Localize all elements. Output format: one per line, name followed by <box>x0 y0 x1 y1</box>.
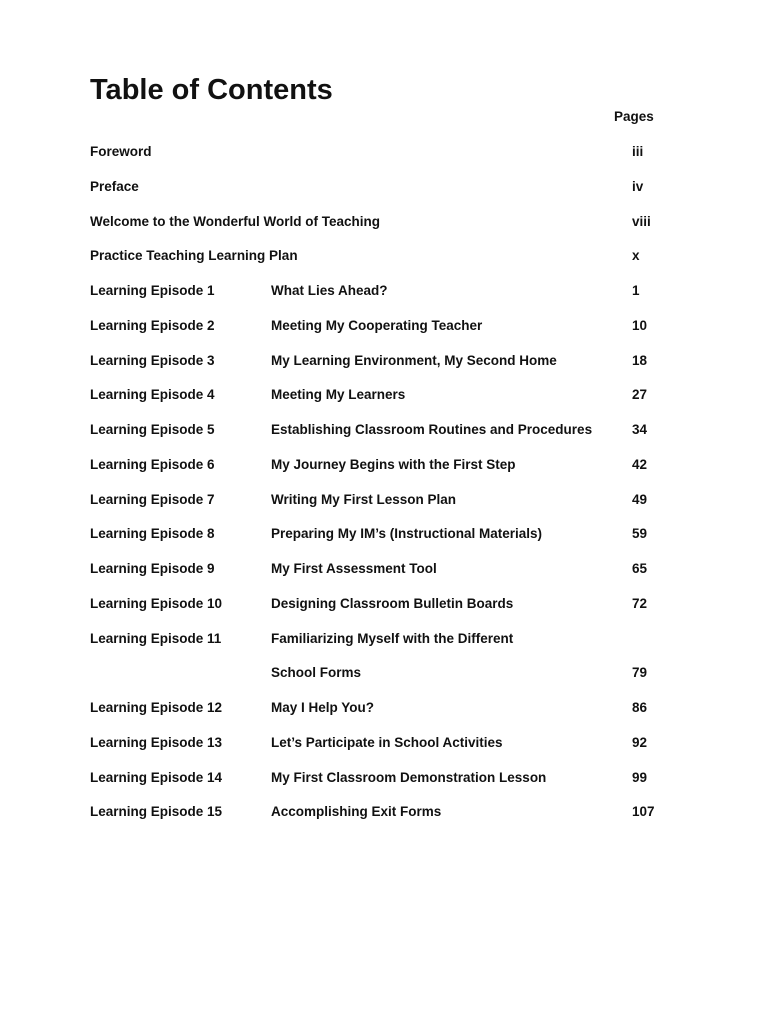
toc-entry-label: Foreword <box>90 144 152 159</box>
toc-entry-title: Writing My First Lesson Plan <box>271 491 457 507</box>
toc-entry-label: Learning Episode 1 <box>90 283 215 298</box>
toc-entry-page: x <box>632 248 640 264</box>
page-title: Table of Contents <box>90 74 333 106</box>
toc-entry-page: 27 <box>632 387 648 403</box>
toc-entry-title: Establishing Classroom Routines and Procedures <box>271 422 593 437</box>
toc-entry-title: Meeting My Cooperating Teacher <box>271 317 483 333</box>
toc-entry-label: Practice Teaching Learning Plan <box>90 248 298 264</box>
toc-entry-label: Learning Episode 5 <box>90 422 215 437</box>
toc-entry-label: Welcome to the Wonderful World of Teaching <box>90 213 381 229</box>
toc-entry-title: Familiarizing Myself with the Different <box>271 630 514 646</box>
toc-entry <box>90 699 690 734</box>
toc-entry-title: My First Classroom Demonstration Lesson <box>271 769 547 785</box>
toc-entry <box>90 595 690 630</box>
toc-entry-title: Meeting My Learners <box>271 387 406 403</box>
toc-entry-page: 18 <box>632 352 648 368</box>
toc-entry-title: Preparing My IM’s (Instructional Materials) <box>271 526 543 542</box>
toc-entry <box>90 143 690 178</box>
toc-entry <box>90 282 690 317</box>
toc-entry-label: Preface <box>90 178 139 194</box>
toc-entry <box>90 734 690 769</box>
toc-entry-title: My Journey Begins with the First Step <box>271 456 516 472</box>
toc-entry-label: Learning Episode 10 <box>90 595 223 611</box>
toc-entry-title: What Lies Ahead? <box>271 283 388 298</box>
toc-entry-page: 79 <box>632 665 648 681</box>
toc-entry-label: Learning Episode 6 <box>90 456 215 472</box>
toc-entry-title: Let’s Participate in School Activities <box>271 734 503 750</box>
toc-entry-title: Designing Classroom Bulletin Boards <box>271 595 514 611</box>
toc-entry-label: Learning Episode 13 <box>90 734 223 750</box>
toc-entry-label: Learning Episode 15 <box>90 804 223 820</box>
toc-entry-label: Learning Episode 8 <box>90 526 215 542</box>
toc-entry <box>90 803 690 838</box>
pages-column-header: Pages <box>614 109 654 124</box>
toc-entry-label: Learning Episode 2 <box>90 317 215 333</box>
toc-entry-page: 72 <box>632 595 648 611</box>
toc-entry-continuation <box>90 664 690 699</box>
toc-entry-page: 107 <box>632 804 655 820</box>
toc-entry <box>90 630 690 665</box>
toc-entry-page: 42 <box>632 456 648 472</box>
toc-entry <box>90 352 690 387</box>
toc-entry-title: Accomplishing Exit Forms <box>271 804 442 820</box>
toc-entry-title: My First Assessment Tool <box>271 561 437 576</box>
toc-entry <box>90 491 690 526</box>
toc-entry-label: Learning Episode 3 <box>90 352 215 368</box>
toc-entry <box>90 213 690 248</box>
toc-entry <box>90 769 690 804</box>
toc-entry-page: 10 <box>632 317 648 333</box>
toc-entry-title: My Learning Environment, My Second Home <box>271 352 557 368</box>
toc-entry-label: Learning Episode 11 <box>90 630 222 646</box>
toc-entry <box>90 317 690 352</box>
toc-entry <box>90 178 690 213</box>
toc-entry <box>90 386 690 421</box>
toc-entry-page: iv <box>632 178 644 194</box>
toc-entry <box>90 421 690 456</box>
toc-entry-page: 49 <box>632 491 648 507</box>
toc-entry-page: 1 <box>632 283 640 298</box>
toc-entry-label: Learning Episode 4 <box>90 387 215 403</box>
toc-entry <box>90 247 690 282</box>
toc-entry-page: iii <box>632 144 644 159</box>
toc-entry-page: 59 <box>632 526 648 542</box>
toc-entry-label: Learning Episode 12 <box>90 700 223 715</box>
toc-entry-page: 65 <box>632 561 648 576</box>
toc-entry-title: School Forms <box>271 665 362 681</box>
toc-entry-label: Learning Episode 7 <box>90 491 215 507</box>
table-of-contents-list <box>90 143 690 838</box>
toc-entry-page: 34 <box>632 422 648 437</box>
toc-entry <box>90 456 690 491</box>
toc-entry <box>90 525 690 560</box>
toc-entry-page: 86 <box>632 700 648 715</box>
toc-entry-page: 92 <box>632 734 648 750</box>
toc-entry <box>90 560 690 595</box>
toc-entry-label: Learning Episode 14 <box>90 769 223 785</box>
toc-entry-title: May I Help You? <box>271 700 375 715</box>
toc-entry-page: 99 <box>632 769 648 785</box>
toc-entry-page: viii <box>632 213 651 229</box>
toc-entry-label: Learning Episode 9 <box>90 561 215 576</box>
